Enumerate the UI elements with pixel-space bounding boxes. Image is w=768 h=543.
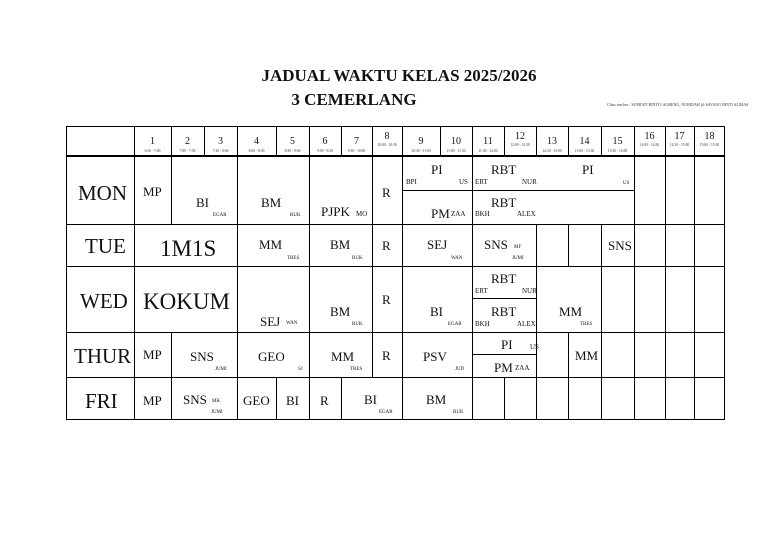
fri-bi: BI [286, 393, 299, 408]
tue-mm: MM [259, 237, 283, 252]
thur-mm-teacher: TRES [350, 367, 363, 372]
wed-bm: BM [330, 304, 351, 319]
day-mon: MON [78, 181, 128, 205]
wed-bkh: BKH [475, 320, 490, 328]
period-time: 8:30 - 9:00 [284, 149, 301, 153]
wed-rbt-1: RBT [491, 271, 517, 286]
wed-lines [238, 266, 695, 332]
period-number: 2 [185, 136, 190, 147]
period-number: 3 [218, 136, 223, 147]
class-teacher-note: Class teacher : SUMIATI BINTI LAGRENG, NURIDAH @ SAVANG BINTI ALIHAS [607, 102, 749, 107]
thur-sns-teacher: JUMI [215, 367, 227, 372]
wed-kokum: KOKUM [143, 289, 230, 314]
thur-pm-teacher: ZAA [515, 364, 530, 372]
period-number: 14 [579, 136, 590, 147]
day-wed: WED [80, 289, 128, 313]
fri-bi-2: BI [364, 392, 377, 407]
period-time: 14:30 - 15:00 [669, 143, 690, 147]
mon-nur: NUR [522, 178, 537, 186]
mon-pi: PI [431, 162, 443, 177]
period-number: 13 [547, 136, 557, 147]
day-thur: THUR [74, 344, 132, 368]
mon-r: R [382, 185, 391, 200]
wed-mm: MM [559, 304, 583, 319]
period-time: 7:00 - 7:30 [179, 149, 196, 153]
mon-pm-teacher: ZAA [451, 210, 466, 218]
thur-mm-2: MM [575, 348, 599, 363]
mon-us: US [459, 178, 468, 186]
wed-sej-teacher: WAN [286, 321, 298, 326]
mon-alex: ALEX [517, 210, 536, 218]
tue-1m1s: 1M1S [160, 236, 217, 261]
thur-pi: PI [501, 337, 513, 352]
wed-bi: BI [430, 304, 443, 319]
tue-sns-tag: MF [514, 245, 522, 250]
mon-pm: PM [431, 206, 450, 221]
period-number: 15 [612, 136, 623, 147]
period-time: 10:30 - 11:00 [411, 149, 431, 153]
period-number: 6 [322, 136, 328, 147]
wed-bi-teacher: EGAR [448, 322, 462, 327]
mon-bi-teacher: EGAR [213, 213, 227, 218]
mon-bkh: BKH [475, 210, 490, 218]
period-number: 7 [354, 136, 359, 147]
title-line-1: JADUAL WAKTU KELAS 2025/2026 [261, 66, 537, 85]
tue-sej: SEJ [427, 237, 448, 252]
mon-pjpk: PJPK [321, 204, 350, 219]
period-number: 12 [515, 131, 525, 142]
wed-sej: SEJ [260, 314, 281, 329]
period-time: 8:00 - 8:30 [248, 149, 265, 153]
mon-bm: BM [261, 195, 282, 210]
wed-r: R [382, 292, 391, 307]
period-time: 11:30 - 12:00 [478, 149, 498, 153]
wed-alex: ALEX [517, 320, 536, 328]
thur-geo: GEO [258, 349, 285, 364]
thur-psv-teacher: JUD [455, 367, 465, 372]
period-time: 11:00 - 11:30 [446, 149, 466, 153]
day-tue: TUE [85, 234, 126, 258]
thur-psv: PSV [423, 349, 447, 364]
mon-pi-2: PI [582, 162, 594, 177]
period-time: 15:00 - 15:30 [699, 143, 720, 147]
fri-sns: SNS [183, 392, 207, 407]
thur-sns: SNS [190, 349, 214, 364]
fri-mp: MP [143, 393, 162, 408]
thur-r: R [382, 348, 391, 363]
period-time: 7:30 - 8:00 [212, 149, 229, 153]
thur-pm: PM [494, 360, 513, 375]
mon-bpi: BPI [406, 178, 417, 186]
period-number: 16 [644, 131, 655, 142]
period-number: 18 [704, 131, 715, 142]
period-number: 1 [150, 136, 155, 147]
tue-sej-teacher: WAN [451, 256, 463, 261]
period-number: 17 [674, 131, 685, 142]
mon-bm-teacher: RUK [290, 213, 301, 218]
tue-sns-2: SNS [608, 238, 632, 253]
period-time: 12:30 - 13:00 [542, 149, 562, 153]
title-line-2: 3 CEMERLANG [291, 90, 417, 109]
tue-sns: SNS [484, 237, 508, 252]
period-time: 6:30 - 7:00 [144, 149, 161, 153]
wed-bm-teacher: RUK [352, 322, 363, 327]
fri-sns-teacher: JUMI [211, 410, 223, 415]
period-time: 13:30 - 14:00 [607, 149, 628, 153]
period-number: 4 [254, 136, 259, 147]
fri-bm-teacher: RUK [453, 410, 464, 415]
wed-ert: ERT [475, 287, 488, 295]
period-number: 11 [483, 136, 493, 147]
period-number: 10 [451, 136, 461, 147]
period-time: 12:00 - 12:30 [510, 143, 530, 147]
thur-mp: MP [143, 347, 162, 362]
wed-nur: NUR [522, 287, 537, 295]
period-number: 5 [290, 136, 295, 147]
thur-us: US [530, 343, 539, 351]
period-time: 10:00 - 10:30 [377, 143, 397, 147]
tue-bm: BM [330, 237, 351, 252]
fri-geo: GEO [243, 393, 270, 408]
mon-mp: MP [143, 184, 162, 199]
tue-bm-teacher: RUK [352, 256, 363, 261]
mon-bi: BI [196, 195, 209, 210]
fri-sns-tag: MK [212, 399, 221, 404]
period-number: 9 [418, 136, 424, 147]
tue-mm-teacher: TRES [287, 256, 300, 261]
mon-ert: ERT [475, 178, 488, 186]
mon-us-2: US [623, 181, 630, 186]
grid-frame [67, 127, 725, 420]
fri-r: R [320, 393, 329, 408]
thur-geo-teacher: SJ [298, 367, 303, 372]
fri-bi-2-teacher: EGAR [379, 410, 393, 415]
mon-pjpk-teacher: MO [356, 210, 368, 218]
wed-mm-teacher: TRES [580, 322, 593, 327]
thur-mm: MM [331, 349, 355, 364]
fri-bm: BM [426, 392, 447, 407]
period-time: 9:00 - 9:30 [317, 149, 333, 153]
mon-rbt-2: RBT [491, 195, 517, 210]
tue-r: R [382, 238, 391, 253]
header-columns [135, 126, 695, 420]
mon-rbt-1: RBT [491, 162, 517, 177]
period-time: 14:00 - 14:30 [639, 143, 660, 147]
period-time: 9:30 - 10:00 [347, 149, 366, 153]
period-number: 8 [384, 131, 390, 142]
wed-rbt-2: RBT [491, 304, 517, 319]
period-time: 13:00 - 13:30 [574, 149, 595, 153]
tue-sns-teacher: JUMI [512, 256, 524, 261]
day-fri: FRI [85, 389, 118, 413]
